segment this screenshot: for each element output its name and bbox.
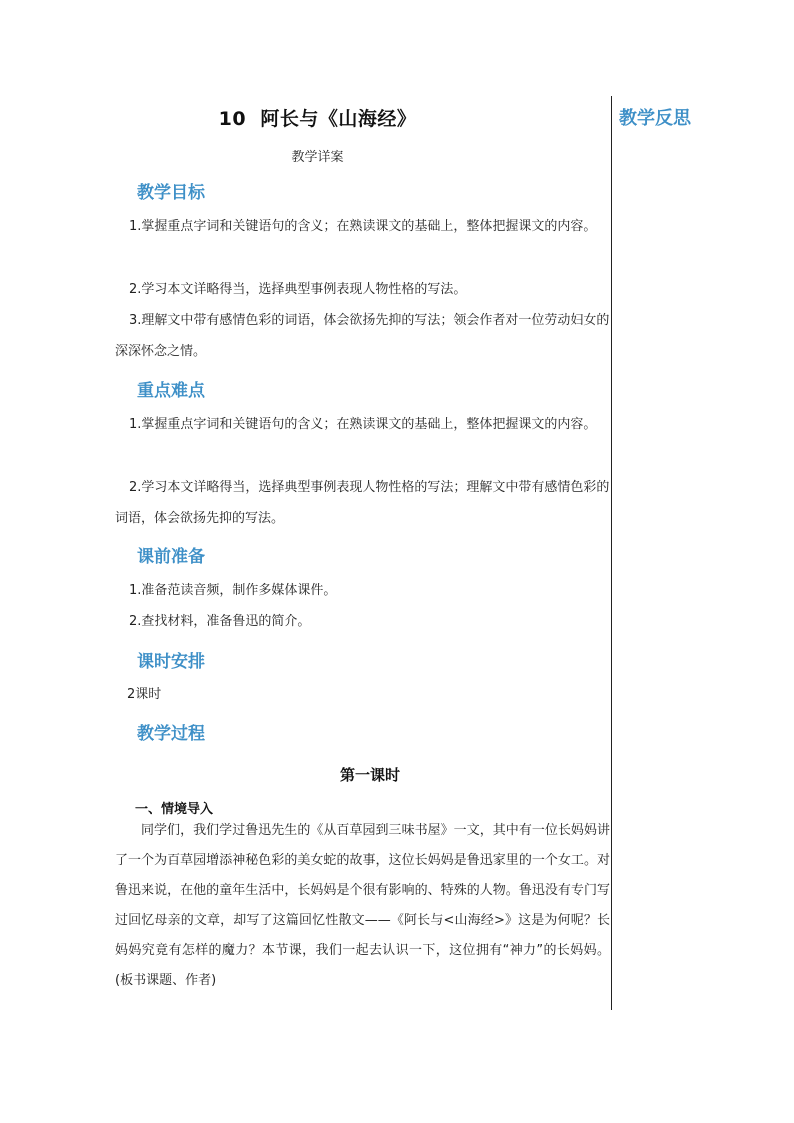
step-heading: 一、情境导入 bbox=[135, 802, 214, 817]
goals-item-1: 1.掌握重点字词和关键语句的含义；在熟读课文的基础上，整体把握课文的内容。 bbox=[129, 219, 597, 234]
goals-heading: 教学目标 bbox=[137, 183, 205, 203]
column-divider bbox=[611, 96, 612, 1010]
page-subtitle: 教学详案 bbox=[291, 150, 344, 165]
schedule-heading: 课时安排 bbox=[137, 652, 205, 672]
keypoints-item-2: 2.学习本文详略得当，选择典型事例表现人物性格的写法；理解文中带有感情色彩的词语，体会欲扬先抑的写法。 bbox=[115, 480, 610, 526]
keypoints-heading: 重点难点 bbox=[137, 381, 205, 401]
prep-item-1: 1.准备范读音频，制作多媒体课件。 bbox=[129, 583, 337, 598]
lesson-title: 第一课时 bbox=[339, 766, 400, 784]
prep-heading: 课前准备 bbox=[137, 547, 205, 567]
keypoints-item-1: 1.掌握重点字词和关键语句的含义；在熟读课文的基础上，整体把握课文的内容。 bbox=[129, 417, 597, 432]
goals-item-3: 3.理解文中带有感情色彩的词语，体会欲扬先抑的写法；领会作者对一位劳动妇女的深深怀念之情。 bbox=[115, 313, 610, 359]
schedule-value: 2课时 bbox=[127, 687, 162, 702]
reflection-heading: 教学反思 bbox=[619, 108, 691, 129]
process-heading: 教学过程 bbox=[137, 724, 205, 744]
prep-item-2: 2.查找材料，准备鲁迅的简介。 bbox=[129, 614, 311, 629]
page-title: 10 阿长与《山海经》 bbox=[218, 108, 417, 130]
intro-paragraph: 同学们，我们学过鲁迅先生的《从百草园到三味书屋》一文，其中有一位长妈妈讲了一个为百草园增添神秘色彩的美女蛇的故事，这位长妈妈是鲁迅家里的一个女工。对鲁迅来说，在他的童年生活中，长妈妈是个很有影响的、特殊的人物。鲁迅没有专门写过回忆母亲的文章，却写了这篇回忆性散文——《阿长与<山海经>》这是为何呢？长妈妈究竟有怎样的魔力？本节课，我们一起去认识一下，这位拥有“神力”的长妈妈。(板书课题、作者) bbox=[115, 823, 610, 988]
goals-item-2: 2.学习本文详略得当，选择典型事例表现人物性格的写法。 bbox=[129, 282, 467, 297]
